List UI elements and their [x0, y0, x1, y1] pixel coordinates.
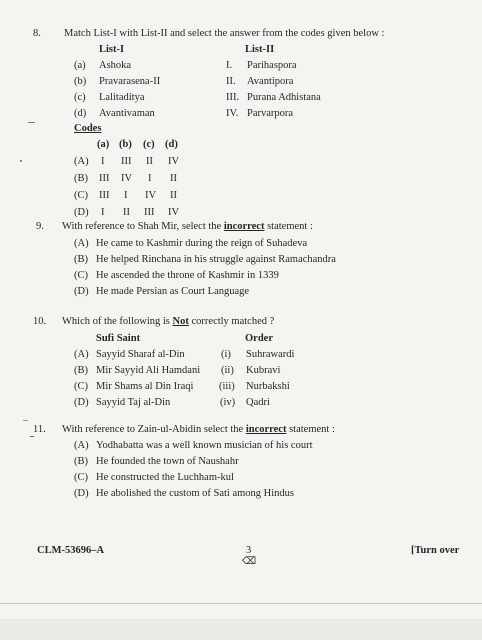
codes-header: (c): [143, 139, 155, 150]
list2-label: IV.: [226, 108, 239, 119]
list1-label: (a): [74, 60, 86, 71]
code-value: I: [101, 156, 105, 167]
option-text: He came to Kashmir during the reign of Suhadeva: [96, 238, 308, 249]
turn-over-note: [Turn over: [411, 545, 460, 556]
q9-number: 9.: [36, 221, 44, 232]
codes-header: (a): [97, 139, 110, 150]
code-value: I: [148, 173, 152, 184]
list1-item: Avantivaman: [99, 108, 155, 119]
list1-label: (d): [74, 108, 87, 119]
q10-stem: Which of the following is Not correctly matched ?: [62, 316, 275, 327]
q11-number: 11.: [33, 424, 46, 435]
option-text: Yodhabatta was a well known musician of his court: [96, 440, 313, 451]
option-label: (C): [74, 381, 88, 392]
code-value: III: [144, 207, 155, 218]
order-number: (iii): [219, 381, 235, 392]
scan-mark: [30, 436, 34, 437]
list1-item: Pravarasena-II: [99, 76, 161, 87]
q9-stem: With reference to Shah Mir, select the incorrect statement :: [62, 221, 313, 232]
option-label: (B): [74, 365, 88, 376]
codes-header: (b): [119, 139, 132, 150]
q8-text: Match List-I with List-II and select the answer from the codes given below :: [64, 28, 385, 39]
option-label: (A): [74, 349, 89, 360]
option-label: (B): [74, 456, 88, 467]
code-value: I: [124, 190, 128, 201]
option-label: (C): [74, 270, 88, 281]
option-text: He ascended the throne of Kashmir in 1339: [96, 270, 279, 281]
option-label: (A): [74, 440, 89, 451]
list2-label: III.: [226, 92, 240, 103]
code-value: II: [146, 156, 153, 167]
order-name: Qadri: [246, 397, 270, 408]
saint-name: Mir Shams al Din Iraqi: [96, 381, 194, 392]
list2-label: II.: [226, 76, 236, 87]
code-value: IV: [145, 190, 157, 201]
option-label: (B): [74, 254, 88, 265]
scan-mark: [28, 122, 35, 123]
code-value: IV: [168, 156, 180, 167]
code-option-label: (C): [74, 190, 88, 201]
code-value: IV: [168, 207, 180, 218]
list2-header: List-II: [245, 44, 275, 55]
sufi-saint-header: Sufi Saint: [96, 333, 141, 344]
q10-number: 10.: [33, 316, 47, 327]
code-value: I: [101, 207, 105, 218]
codes-header: (d): [165, 139, 178, 150]
code-value: III: [99, 190, 110, 201]
list2-item: Avantipora: [247, 76, 294, 87]
q8-number: 8.: [33, 28, 41, 39]
order-number: (i): [221, 349, 231, 360]
order-name: Kubravi: [246, 365, 281, 376]
list2-item: Purana Adhistana: [247, 92, 321, 103]
list1-item: Lalitaditya: [99, 92, 145, 103]
option-text: He helped Rinchana in his struggle against Ramachandra: [96, 254, 336, 265]
order-name: Nurbakshi: [246, 381, 290, 392]
list1-label: (c): [74, 92, 86, 103]
saint-name: Sayyid Taj al-Din: [96, 397, 171, 408]
code-value: II: [170, 190, 177, 201]
option-text: He constructed the Luchham-kul: [96, 472, 234, 483]
option-text: He abolished the custom of Sati among Hindus: [96, 488, 295, 499]
list1-label: (b): [74, 76, 87, 87]
option-label: (A): [74, 238, 89, 249]
option-label: (C): [74, 472, 88, 483]
list2-item: Parihaspora: [247, 60, 297, 71]
option-text: He founded the town of Naushahr: [96, 456, 239, 467]
code-value: III: [99, 173, 110, 184]
order-number: (ii): [221, 365, 234, 376]
code-value: III: [121, 156, 132, 167]
codes-label: Codes: [74, 123, 102, 134]
scan-mark: [0, 603, 482, 604]
list1-item: Ashoka: [99, 60, 132, 71]
paper-code: CLM-53696–A: [37, 545, 105, 556]
option-label: (D): [74, 286, 89, 297]
code-option-label: (D): [74, 207, 89, 218]
page-number: 3: [246, 545, 252, 556]
scan-mark: [20, 160, 22, 162]
scan-mark: [0, 619, 482, 640]
option-label: (D): [74, 397, 89, 408]
code-option-label: (B): [74, 173, 88, 184]
saint-name: Mir Sayyid Ali Hamdani: [96, 365, 201, 376]
option-label: (D): [74, 488, 89, 499]
q11-stem: With reference to Zain-ul-Abidin select the incorrect statement :: [62, 424, 335, 435]
saint-name: Sayyid Sharaf al-Din: [96, 349, 185, 360]
code-value: IV: [121, 173, 133, 184]
order-name: Suhrawardi: [246, 349, 295, 360]
list1-header: List-I: [99, 44, 125, 55]
code-value: II: [170, 173, 177, 184]
code-value: II: [123, 207, 130, 218]
page-mark-icon: ⌫: [242, 556, 257, 567]
order-number: (iv): [220, 397, 236, 408]
order-header: Order: [245, 333, 273, 344]
list2-item: Parvarpora: [247, 108, 294, 119]
scan-mark: [23, 420, 28, 421]
list2-label: I.: [226, 60, 233, 71]
code-option-label: (A): [74, 156, 89, 167]
option-text: He made Persian as Court Language: [96, 286, 250, 297]
